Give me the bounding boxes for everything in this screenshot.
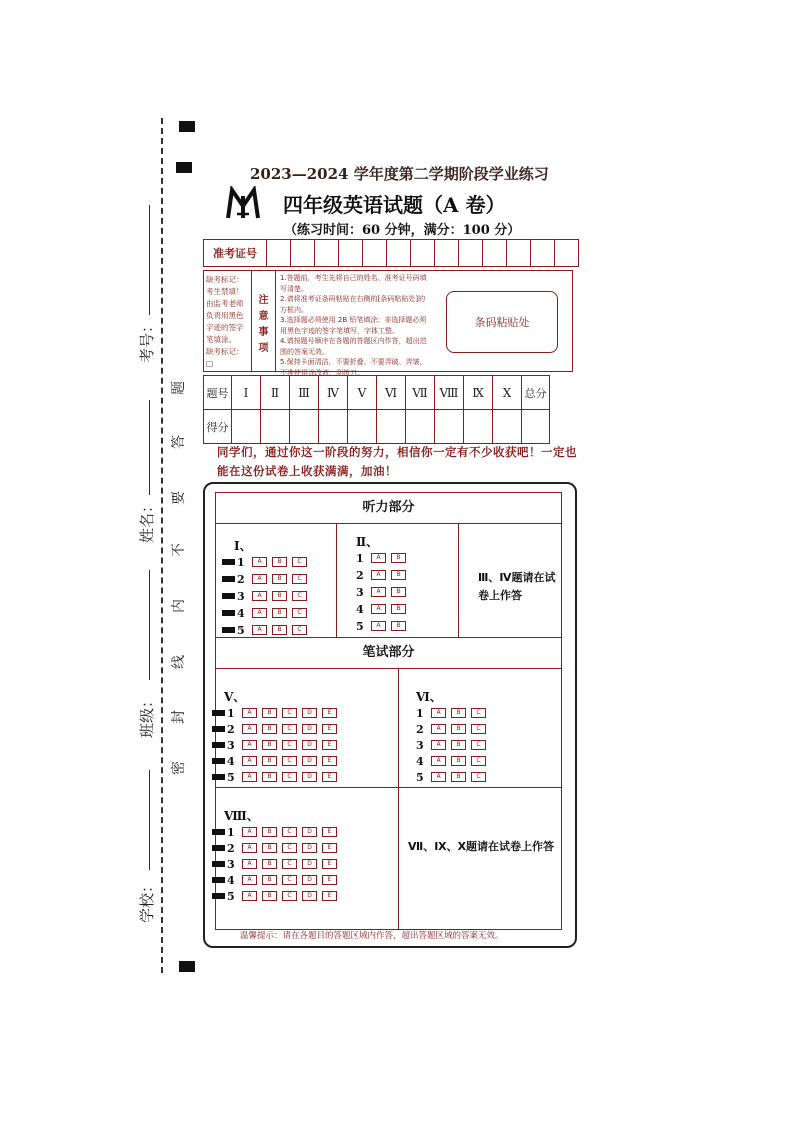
answer-bubble[interactable]: C (292, 557, 307, 567)
timing-mark (212, 742, 225, 748)
answer-bubble[interactable]: E (322, 756, 337, 766)
exam-no-line (149, 205, 150, 315)
section-2-question-row (356, 602, 406, 616)
question-number: 3 (227, 857, 235, 871)
timing-mark (212, 774, 225, 780)
question-number: 4 (416, 754, 424, 768)
answer-bubble[interactable]: E (322, 772, 337, 782)
answer-bubble[interactable]: A (242, 843, 257, 853)
section-1-question-row (222, 589, 307, 603)
section-8-question-row (212, 889, 337, 903)
timing-mark (222, 610, 235, 616)
answer-bubble[interactable]: B (272, 608, 287, 618)
question-number: 2 (227, 722, 235, 736)
section-2-question-row (356, 585, 406, 599)
answer-bubble[interactable]: A (431, 772, 446, 782)
score-column-head: Ⅷ (435, 376, 464, 410)
section-5-question-row (212, 754, 337, 768)
seal-char: 题 (171, 381, 187, 395)
seal-char: 答 (171, 435, 187, 449)
answer-bubble[interactable]: E (322, 708, 337, 718)
answer-bubble[interactable]: C (282, 843, 297, 853)
notes-heading-char: 注 (258, 295, 269, 306)
school-label: 学校： (138, 877, 157, 924)
answer-bubble[interactable]: C (282, 724, 297, 734)
exam-number-cell[interactable] (483, 240, 507, 267)
score-total-cell[interactable] (522, 410, 550, 444)
exam-number-grid (203, 239, 579, 267)
answer-bubble[interactable]: E (322, 740, 337, 750)
question-number: 4 (227, 754, 235, 768)
question-number: 4 (356, 602, 364, 616)
timing-mark (222, 593, 235, 599)
exam-number-cell[interactable] (291, 240, 315, 267)
notes-list (280, 273, 430, 378)
answer-bubble[interactable]: B (451, 708, 466, 718)
section-5-question-row (212, 706, 337, 720)
answer-bubble[interactable]: B (451, 740, 466, 750)
score-cell[interactable] (435, 410, 464, 444)
timing-mark (222, 576, 235, 582)
question-number: 1 (356, 551, 364, 565)
notes-box (203, 270, 573, 377)
answer-area-outer (203, 482, 577, 948)
section-6-title: Ⅵ、 (416, 690, 442, 704)
score-column-head: Ⅱ (261, 376, 290, 410)
section-8-question-row (212, 873, 337, 887)
answer-bubble[interactable]: E (322, 724, 337, 734)
answer-bubble[interactable]: E (322, 827, 337, 837)
section-5-question-row (212, 770, 337, 784)
seal-char: 不 (171, 543, 187, 557)
listening-note: Ⅲ、Ⅳ题请在试卷上作答 (478, 571, 556, 602)
absence-note-line: 缺考标记： (206, 275, 244, 284)
answer-bubble[interactable]: C (282, 875, 297, 885)
score-cell[interactable] (261, 410, 290, 444)
exam-number-cell[interactable] (267, 240, 291, 267)
answer-bubble[interactable]: D (302, 708, 317, 718)
name-label: 姓名： (138, 497, 157, 544)
timing-mark (212, 861, 225, 867)
answer-bubble[interactable]: E (322, 875, 337, 885)
answer-bubble[interactable]: C (282, 756, 297, 766)
answer-bubble[interactable]: C (292, 625, 307, 635)
answer-bubble[interactable]: B (391, 587, 406, 597)
paper-subtitle: 四年级英语试题（A 卷） (283, 193, 506, 217)
answer-bubble[interactable]: B (262, 827, 277, 837)
absence-mark-note (204, 271, 252, 371)
question-number: 4 (237, 606, 245, 620)
answer-bubble[interactable]: A (242, 740, 257, 750)
score-column-head: Ⅵ (377, 376, 406, 410)
notes-heading-char: 项 (258, 343, 269, 354)
notes-heading-char: 意 (258, 311, 269, 322)
absence-note-line: 缺考标记： (206, 347, 244, 356)
section-8-title: Ⅷ、 (224, 809, 259, 823)
score-cell[interactable] (464, 410, 493, 444)
question-number: 3 (237, 589, 245, 603)
notes-item: 2.请将准考证条码粘贴在右侧的[条码粘贴处]的方框内。 (280, 295, 426, 314)
section-6-question-row (416, 706, 486, 720)
answer-bubble[interactable]: D (302, 843, 317, 853)
answer-bubble[interactable]: B (262, 756, 277, 766)
question-number: 5 (227, 889, 235, 903)
answer-bubble[interactable]: C (282, 827, 297, 837)
answer-bubble[interactable]: D (302, 827, 317, 837)
notes-item: 5.保持卡面清洁，不要折叠、不要弄破、弄皱，不准使用涂改液、刮纸刀。 (280, 358, 427, 377)
seal-char: 要 (171, 491, 187, 505)
answer-bubble[interactable]: A (242, 891, 257, 901)
timing-mark (212, 893, 225, 899)
timing-mark (222, 559, 235, 565)
question-number: 2 (416, 722, 424, 736)
answer-bubble[interactable]: B (391, 604, 406, 614)
answer-bubble[interactable]: C (471, 724, 486, 734)
section-1-title: Ⅰ、 (234, 539, 252, 553)
question-number: 2 (237, 572, 245, 586)
score-column-head: Ⅸ (464, 376, 493, 410)
score-cell[interactable] (348, 410, 377, 444)
name-line (149, 400, 150, 495)
answer-bubble[interactable]: C (282, 708, 297, 718)
answer-bubble[interactable]: E (322, 891, 337, 901)
question-number: 1 (227, 706, 235, 720)
answer-bubble[interactable]: B (451, 724, 466, 734)
answer-bubble[interactable]: B (272, 557, 287, 567)
seal-dashed-line (161, 118, 163, 973)
answer-bubble[interactable]: C (282, 772, 297, 782)
answer-bubble[interactable]: E (322, 843, 337, 853)
score-column-head: Ⅰ (232, 376, 261, 410)
answer-bubble[interactable]: C (282, 891, 297, 901)
seal-char: 线 (171, 655, 187, 669)
answer-bubble[interactable]: A (252, 625, 267, 635)
answer-bubble[interactable]: B (272, 591, 287, 601)
absence-note-line: □ (206, 359, 214, 368)
question-number: 1 (227, 825, 235, 839)
answer-bubble[interactable]: C (282, 740, 297, 750)
question-number: 1 (237, 555, 245, 569)
answer-bubble[interactable]: B (272, 574, 287, 584)
absence-note-line: 字迹的签字 (206, 323, 244, 332)
question-number: 1 (416, 706, 424, 720)
section-8-question-row (212, 857, 337, 871)
registration-marker-bottom (179, 961, 195, 972)
exam-number-cell[interactable] (531, 240, 555, 267)
notes-item: 1.答题前，考生先将自己的姓名、准考证号码填写清楚。 (280, 274, 427, 293)
exam-title: 2023—2024 学年度第二学期阶段学业练习 (250, 165, 549, 183)
absence-note-line: 考生禁填！ (206, 287, 244, 296)
question-number: 5 (237, 623, 245, 637)
answer-bubble[interactable]: C (471, 740, 486, 750)
answer-bubble[interactable]: A (242, 772, 257, 782)
exam-number-cell[interactable] (363, 240, 387, 267)
barcode-area[interactable]: 条码粘贴处 (446, 291, 558, 353)
exam-number-cell[interactable] (411, 240, 435, 267)
school-logo-icon (225, 186, 261, 220)
answer-bubble[interactable]: D (302, 740, 317, 750)
answer-bubble[interactable]: A (371, 587, 386, 597)
answer-bubble[interactable]: A (252, 591, 267, 601)
answer-bubble[interactable]: A (431, 756, 446, 766)
answer-bubble[interactable]: E (322, 859, 337, 869)
notes-item: 3.选择题必须使用 2B 铅笔填涂；非选择题必须用黑色字迹的签字笔填写，字体工整。 (280, 316, 427, 335)
answer-bubble[interactable]: D (302, 756, 317, 766)
answer-bubble[interactable]: A (431, 724, 446, 734)
score-column-head: Ⅶ (406, 376, 435, 410)
answer-area-inner (215, 492, 562, 930)
answer-bubble[interactable]: A (371, 621, 386, 631)
answer-bubble[interactable]: B (262, 724, 277, 734)
registration-marker-second (176, 162, 192, 173)
section-6-question-row (416, 754, 486, 768)
score-column-head: Ⅴ (348, 376, 377, 410)
score-row-score-label: 得分 (204, 410, 232, 444)
question-number: 5 (356, 619, 364, 633)
section-1-question-row (222, 623, 307, 637)
exam-timing: （练习时间：60 分钟，满分：100 分） (284, 223, 521, 238)
answer-bubble[interactable]: A (371, 570, 386, 580)
answer-bubble[interactable]: C (471, 756, 486, 766)
score-column-head: Ⅹ (493, 376, 522, 410)
answer-bubble[interactable]: C (282, 859, 297, 869)
writing-heading: 笔试部分 (216, 638, 561, 669)
timing-mark (212, 845, 225, 851)
exam-number-cell[interactable] (387, 240, 411, 267)
notes-heading-char: 事 (258, 327, 269, 338)
timing-mark (212, 726, 225, 732)
exam-number-cell[interactable] (555, 240, 579, 267)
answer-bubble[interactable]: B (391, 570, 406, 580)
question-number: 5 (227, 770, 235, 784)
exam-number-cell[interactable] (339, 240, 363, 267)
answer-bubble[interactable]: D (302, 772, 317, 782)
exam-number-cell[interactable] (507, 240, 531, 267)
section-6-question-row (416, 770, 486, 784)
answer-bubble[interactable]: D (302, 724, 317, 734)
section-2-question-row (356, 568, 406, 582)
question-number: 4 (227, 873, 235, 887)
score-cell[interactable] (406, 410, 435, 444)
answer-bubble[interactable]: B (262, 843, 277, 853)
question-number: 2 (227, 841, 235, 855)
answer-bubble[interactable]: B (262, 740, 277, 750)
answer-bubble[interactable]: A (242, 875, 257, 885)
answer-bubble[interactable]: B (272, 625, 287, 635)
score-table (203, 375, 550, 444)
answer-bubble[interactable]: B (262, 859, 277, 869)
answer-bubble[interactable]: B (262, 708, 277, 718)
score-cell[interactable] (232, 410, 261, 444)
section-1-question-row (222, 555, 307, 569)
answer-bubble[interactable]: D (302, 859, 317, 869)
answer-bubble[interactable]: A (252, 608, 267, 618)
section-1-question-row (222, 572, 307, 586)
section-5-question-row (212, 738, 337, 752)
section-5-question-row (212, 722, 337, 736)
score-cell[interactable] (290, 410, 319, 444)
exam-number-label: 准考证号 (204, 240, 267, 267)
encouragement-text: 同学们，通过你这一阶段的努力，相信你一定有不少收获吧！一定也能在这份试卷上收获满满，加油！ (217, 445, 577, 478)
answer-bubble[interactable]: C (292, 574, 307, 584)
footer-tip: 温馨提示：请在各题目的答题区域内作答，超出答题区域的答案无效。 (240, 931, 504, 941)
class-label: 班级： (138, 692, 157, 739)
question-number: 3 (416, 738, 424, 752)
answer-bubble[interactable]: B (391, 621, 406, 631)
writing-note: Ⅶ、Ⅸ、Ⅹ题请在试卷上作答 (408, 840, 555, 853)
answer-bubble[interactable]: B (262, 891, 277, 901)
section-8-question-row (212, 841, 337, 855)
listening-heading: 听力部分 (216, 493, 561, 524)
answer-bubble[interactable]: C (471, 772, 486, 782)
exam-no-label: 考号： (138, 317, 157, 364)
answer-bubble[interactable]: A (242, 756, 257, 766)
section-2-title: Ⅱ、 (356, 535, 379, 549)
section-2-question-row (356, 619, 406, 633)
notes-item: 4.请按题号顺序在各题的答题区内作答，超出范围的答案无效。 (280, 337, 427, 356)
answer-bubble[interactable]: A (242, 708, 257, 718)
section-6-question-row (416, 722, 486, 736)
absence-note-line: 笔填涂。 (206, 335, 236, 344)
section-8-question-row (212, 825, 337, 839)
answer-bubble[interactable]: A (242, 827, 257, 837)
answer-bubble[interactable]: A (242, 724, 257, 734)
answer-bubble[interactable]: D (302, 875, 317, 885)
seal-char: 密 (171, 761, 187, 775)
score-column-head: Ⅲ (290, 376, 319, 410)
timing-mark (212, 758, 225, 764)
answer-bubble[interactable]: C (292, 608, 307, 618)
answer-bubble[interactable]: B (451, 756, 466, 766)
timing-mark (212, 877, 225, 883)
answer-bubble[interactable]: A (431, 708, 446, 718)
question-number: 5 (416, 770, 424, 784)
answer-bubble[interactable]: B (262, 772, 277, 782)
question-number: 3 (356, 585, 364, 599)
answer-bubble[interactable]: B (451, 772, 466, 782)
timing-mark (212, 829, 225, 835)
exam-number-cell[interactable] (315, 240, 339, 267)
answer-bubble[interactable]: A (371, 604, 386, 614)
score-cell[interactable] (493, 410, 522, 444)
notes-heading (252, 271, 276, 371)
registration-marker-top (179, 121, 195, 132)
exam-number-cell[interactable] (459, 240, 483, 267)
timing-mark (222, 627, 235, 633)
absence-note-line: 由监考老师 (206, 299, 244, 308)
timing-mark (212, 710, 225, 716)
answer-bubble[interactable]: A (252, 574, 267, 584)
score-column-head: Ⅳ (319, 376, 348, 410)
question-number: 3 (227, 738, 235, 752)
answer-bubble[interactable]: B (262, 875, 277, 885)
answer-bubble[interactable]: B (391, 553, 406, 563)
section-2-question-row (356, 551, 406, 565)
answer-bubble[interactable]: C (292, 591, 307, 601)
school-line (149, 770, 150, 870)
score-cell[interactable] (377, 410, 406, 444)
answer-bubble[interactable]: A (252, 557, 267, 567)
exam-number-cell[interactable] (435, 240, 459, 267)
answer-bubble[interactable]: C (471, 708, 486, 718)
answer-bubble[interactable]: A (431, 740, 446, 750)
score-row-question-label: 题号 (204, 376, 232, 410)
section-6-question-row (416, 738, 486, 752)
score-cell[interactable] (319, 410, 348, 444)
section-5-title: Ⅴ、 (224, 690, 246, 704)
answer-bubble[interactable]: A (371, 553, 386, 563)
section-1-question-row (222, 606, 307, 620)
seal-char: 封 (171, 710, 187, 724)
seal-char: 内 (171, 599, 187, 613)
class-line (149, 570, 150, 680)
absence-note-line: 负责用黑色 (206, 311, 244, 320)
score-total-head: 总分 (522, 376, 550, 410)
question-number: 2 (356, 568, 364, 582)
answer-bubble[interactable]: A (242, 859, 257, 869)
answer-bubble[interactable]: D (302, 891, 317, 901)
